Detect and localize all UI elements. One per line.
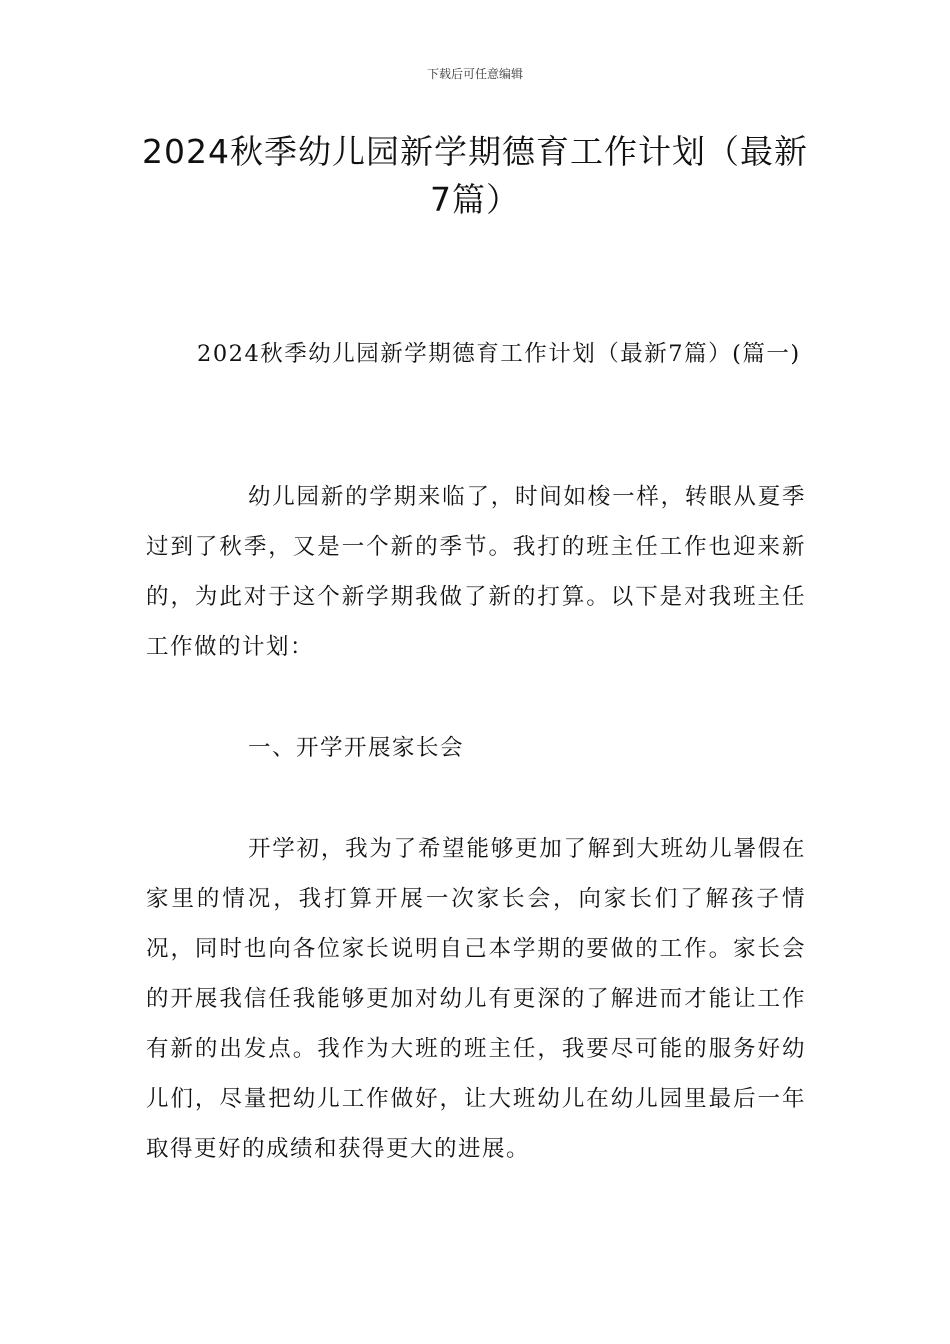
section-heading-parent-meeting: 一、开学开展家长会 — [248, 735, 465, 761]
paragraph-intro: 幼儿园新的学期来临了，时间如梭一样，转眼从夏季过到了秋季，又是一个新的季节。我打的班主任工作也迎来新的，为此对于这个新学期我做了新的打算。以下是对我班主任工作做的计划： — [146, 484, 806, 660]
document-subheading: 2024秋季幼儿园新学期德育工作计划（最新7篇）(篇一) — [197, 341, 801, 367]
paragraph-parent-meeting: 开学初，我为了希望能够更加了解到大班幼儿暑假在家里的情况，我打算开展一次家长会，向家长们了解孩子情况，同时也向各位家长说明自己本学期的要做的工作。家长会的开展我信任我能够更加对幼儿有更深的了解进而才能让工作有新的出发点。我作为大班的班主任，我要尽可能的服务好幼儿们，尽量把幼儿工作做好，让大班幼儿在幼儿园里最后一年取得更好的成绩和获得更大的进展。 — [146, 836, 806, 1162]
document-title: 2024秋季幼儿园新学期德育工作计划（最新7篇） — [142, 132, 808, 219]
header-note: 下载后可任意编辑 — [426, 67, 523, 81]
